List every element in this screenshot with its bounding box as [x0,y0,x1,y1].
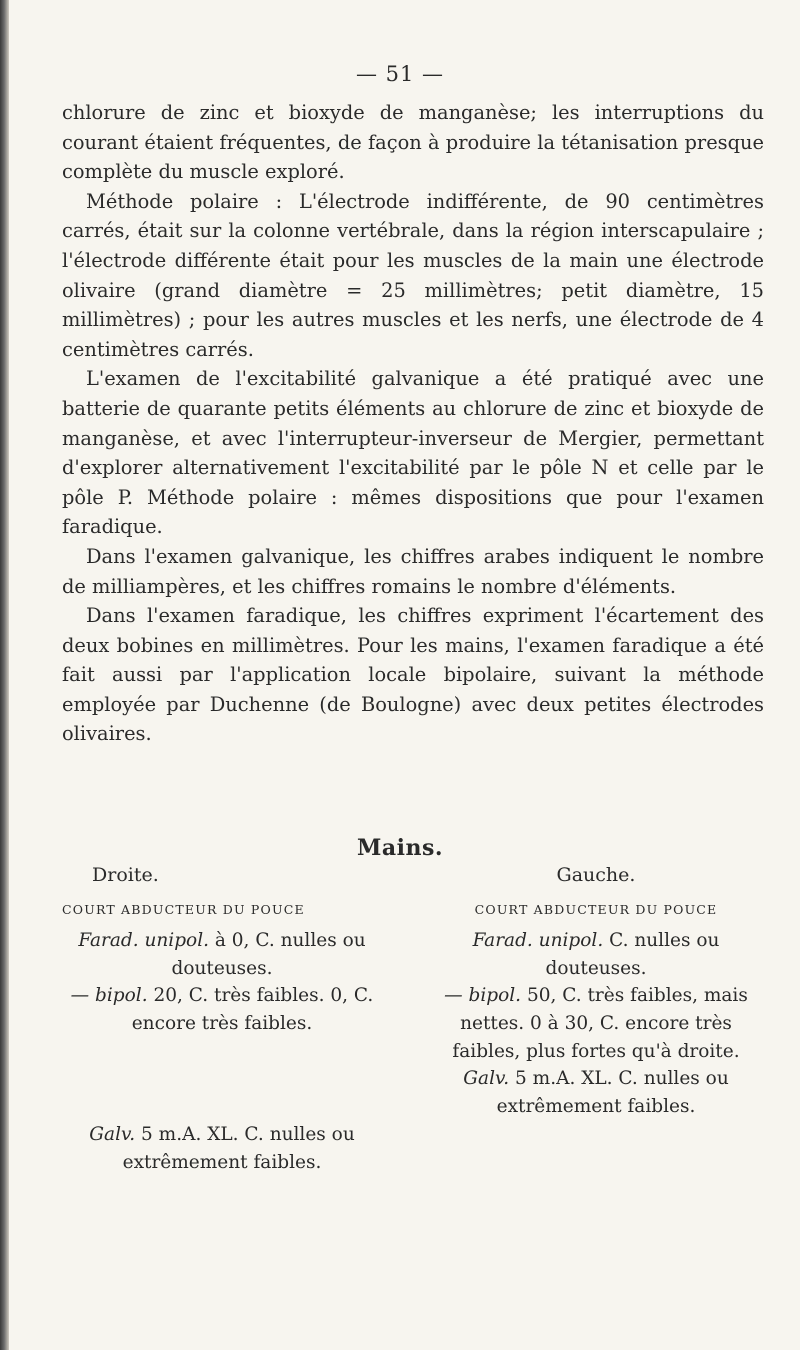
entry-method: Farad. unipol. [472,930,604,952]
section-title: Mains. [356,835,443,861]
entry-text: 50, C. très faibles, mais nettes. 0 à 30, C. encore très faibles, plus fortes qu'à droite. [452,985,748,1062]
right-column-header: Gauche. [556,864,636,886]
left-column-header: Droite. [92,864,159,886]
entry-text: 5 m.A. XL. C. nulles ou extrêmement faibles. [122,1124,355,1173]
entry-method: — bipol. [70,985,148,1007]
page-number: — 51 — [355,62,445,86]
entry-text: 20, C. très faibles. 0, C. encore très faibles. [131,985,374,1034]
paragraph-2: Méthode polaire : L'électrode indifférente, de 90 centimètres carrés, était sur la colonne vertébrale, dans la région interscapulaire ; l'électrode différente était pour les muscles de la main une électrode olivaire (grand diamètre = 25 millimètres; petit diamètre, 15 millimètres) ; pour les autres muscles et les nerfs, une électrode de 4 centimètres carrés. [62,189,764,361]
entry-method: Farad. unipol. [78,930,209,952]
paragraph-3: L'examen de l'excitabilité galvanique a été pratiqué avec une batterie de quarante petits éléments au chlorure de zinc et bioxyde de manganèse, et avec l'interrupteur-inverseur de Mergier, permettant d'explorer alternativement l'excitabilité par le pôle N et celle par le pôle P. Méthode polaire : mêmes dispositions que pour l'examen faradique. [62,367,764,539]
left-column [62,862,382,1176]
page-binding-edge [0,0,9,1350]
entry-text: C. nulles ou douteuses. [545,930,720,979]
body-text [62,98,764,749]
left-entry-galv [62,1121,382,1176]
paragraph-4: Dans l'examen galvanique, les chiffres arabes indiquent le nombre de milliampères, et les chiffres romains le nombre d'éléments. [62,544,764,598]
entry-method: Galv. [463,1068,510,1090]
right-entry-farad [428,927,764,982]
right-column-subheader: COURT ABDUCTEUR DU POUCE [474,901,718,917]
entry-text: à 0, C. nulles ou douteuses. [171,930,366,979]
paragraph-1: chlorure de zinc et bioxyde de manganèse; les interruptions du courant étaient fréquentes, de façon à produire la tétanisation presque complète du muscle exploré. [62,101,764,184]
left-entry-bipol [62,982,382,1037]
entry-text: 5 m.A. XL. C. nulles ou extrêmement faibles. [496,1068,729,1117]
left-entries-group-1 [62,927,382,1077]
left-entry-farad [62,927,382,982]
left-column-subheader: COURT ABDUCTEUR DU POUCE [62,901,305,917]
entry-method: — bipol. [444,985,522,1007]
right-entry-galv [428,1065,764,1120]
right-column [428,862,764,1120]
paragraph-5: Dans l'examen faradique, les chiffres expriment l'écartement des deux bobines en millimètres. Pour les mains, l'examen faradique a été fait aussi par l'application locale bipolaire, suivant la méthode employée par Duchenne (de Boulogne) avec deux petites électrodes olivaires. [62,604,764,746]
right-entry-bipol [428,982,764,1065]
entry-method: Galv. [89,1124,136,1146]
